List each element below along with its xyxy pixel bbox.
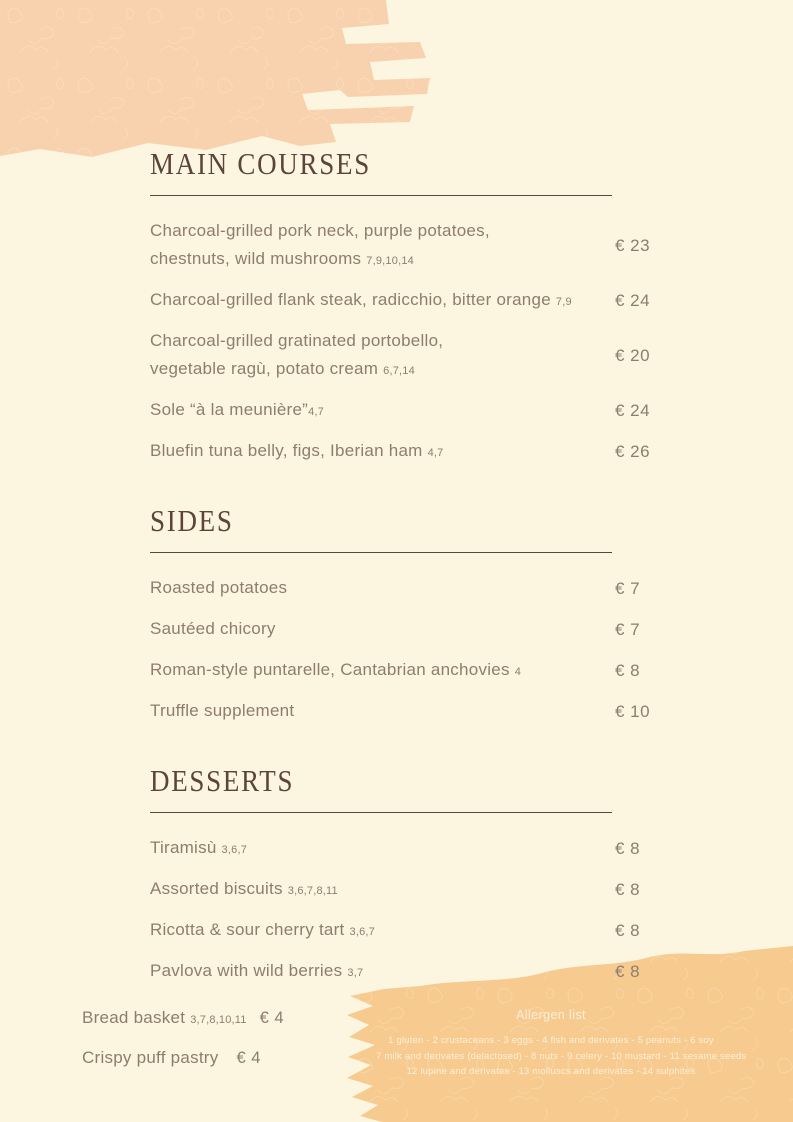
item-price: € 26: [615, 442, 651, 461]
item-name: [150, 575, 615, 603]
allergen-list-line: 12 lupine and derivates - 13 molluscs and derivates - 14 sulphites: [406, 1066, 696, 1077]
item-name: [150, 876, 615, 904]
item-text: vegetable ragù, potato cream: [150, 359, 379, 378]
section-title: DESSERTS: [150, 763, 295, 798]
item-text: Assorted biscuits: [150, 879, 283, 898]
section-title: SIDES: [150, 503, 234, 538]
item-text: Charcoal-grilled gratinated portobello,: [150, 331, 444, 350]
menu-item-row: [150, 287, 650, 315]
extra-price: € 4: [259, 1009, 285, 1027]
item-price: € 8: [615, 661, 641, 680]
item-allergens: 3,7: [347, 967, 364, 979]
item-text: Ricotta & sour cherry tart: [150, 920, 345, 939]
item-price: € 8: [615, 880, 641, 899]
extra-allergens: 3,7,8,10,11: [190, 1014, 247, 1026]
menu-item-row: [150, 218, 650, 274]
allergen-list-line: 7 milk and derivates (delactosed) - 8 nuts - 9 celery - 10 mustard - 11 sesame seeds: [376, 1050, 747, 1062]
menu-item-row: [150, 438, 650, 466]
menu-item-row: [150, 616, 650, 644]
section-sides: [150, 503, 650, 763]
item-price: € 10: [615, 702, 651, 721]
item-allergens: 6,7,14: [383, 365, 415, 377]
extra-name: Crispy puff pastry: [82, 1048, 219, 1067]
section-title: MAIN COURSES: [150, 146, 371, 181]
item-text-line: [150, 698, 615, 726]
item-text: Roman-style puntarelle, Cantabrian anchovies: [150, 660, 510, 679]
extras-list: [82, 1006, 284, 1084]
item-text-line: [150, 657, 615, 685]
item-name: [150, 835, 615, 863]
item-text: Bluefin tuna belly, figs, Iberian ham: [150, 441, 423, 460]
allergen-panel: [376, 1008, 747, 1080]
menu-list: [150, 813, 650, 1023]
menu-list: [150, 196, 650, 503]
item-text: Truffle supplement: [150, 701, 295, 720]
extra-price: € 4: [236, 1049, 261, 1067]
item-allergens: 7,9: [555, 296, 572, 308]
item-allergens: 3,6,7: [221, 844, 248, 856]
extra-item-row: [82, 1046, 284, 1070]
menu-item-row: [150, 876, 650, 904]
item-name: [150, 328, 615, 384]
section-desserts: [150, 763, 650, 1023]
item-text-line: [150, 575, 615, 603]
item-text-line: [150, 616, 615, 644]
item-name: [150, 438, 615, 466]
section-main-courses: [150, 146, 650, 503]
menu-content: [150, 146, 650, 1023]
item-name: [150, 397, 615, 425]
item-text: Tiramisù: [150, 838, 217, 857]
item-text-line: [150, 218, 615, 246]
item-name: [150, 958, 615, 986]
item-name: [150, 616, 615, 644]
menu-item-row: [150, 835, 650, 863]
item-text-line: [150, 876, 615, 904]
item-allergens: 4,7: [308, 406, 324, 418]
menu-list: [150, 553, 650, 763]
menu-item-row: [150, 657, 650, 685]
item-text-line: [150, 328, 615, 356]
menu-item-row: [150, 575, 650, 603]
allergen-list-line: 1 gluten - 2 crustaceans - 3 eggs - 4 fish and derivates - 5 peanuts - 6 soy: [388, 1035, 714, 1046]
item-name: [150, 657, 615, 685]
menu-item-row: [150, 397, 650, 425]
item-text: Charcoal-grilled flank steak, radicchio, bitter orange: [150, 290, 551, 309]
menu-item-row: [150, 328, 650, 384]
item-name: [150, 917, 615, 945]
item-text: Sautéed chicory: [150, 619, 276, 638]
item-text: Pavlova with wild berries: [150, 961, 343, 980]
item-name: [150, 287, 615, 315]
item-text-line: [150, 438, 615, 466]
item-text: Charcoal-grilled pork neck, purple potatoes,: [150, 221, 490, 240]
item-allergens: 7,9,10,14: [366, 255, 414, 267]
item-text-line: [150, 356, 615, 384]
item-price: € 8: [615, 839, 641, 858]
extra-item-row: [82, 1006, 284, 1032]
item-name: [150, 218, 615, 274]
item-allergens: 3,6,7,8,11: [287, 885, 338, 897]
item-text-line: [150, 958, 615, 986]
item-text: Roasted potatoes: [150, 578, 288, 597]
item-price: € 20: [615, 346, 651, 365]
allergen-list-title: Allergen list: [516, 1008, 586, 1022]
item-price: € 8: [615, 921, 641, 940]
item-price: € 7: [615, 579, 641, 598]
item-price: € 24: [615, 291, 651, 310]
item-price: € 7: [615, 620, 641, 639]
item-text-line: [150, 835, 615, 863]
item-text-line: [150, 397, 615, 425]
item-price: € 24: [615, 401, 651, 420]
item-text-line: [150, 917, 615, 945]
item-name: [150, 698, 615, 726]
item-text: chestnuts, wild mushrooms: [150, 249, 362, 268]
item-allergens: 4: [514, 666, 522, 678]
extra-name: Bread basket: [82, 1008, 186, 1027]
item-allergens: 3,6,7: [349, 926, 375, 938]
menu-item-row: [150, 917, 650, 945]
top-brush-texture: [0, 0, 430, 157]
item-text-line: [150, 246, 615, 274]
item-price: € 8: [615, 962, 641, 981]
menu-item-row: [150, 958, 650, 986]
item-allergens: 4,7: [427, 447, 444, 459]
item-text: Sole “à la meunière”: [150, 400, 309, 419]
item-text-line: [150, 287, 615, 315]
menu-item-row: [150, 698, 650, 726]
item-price: € 23: [615, 236, 651, 255]
